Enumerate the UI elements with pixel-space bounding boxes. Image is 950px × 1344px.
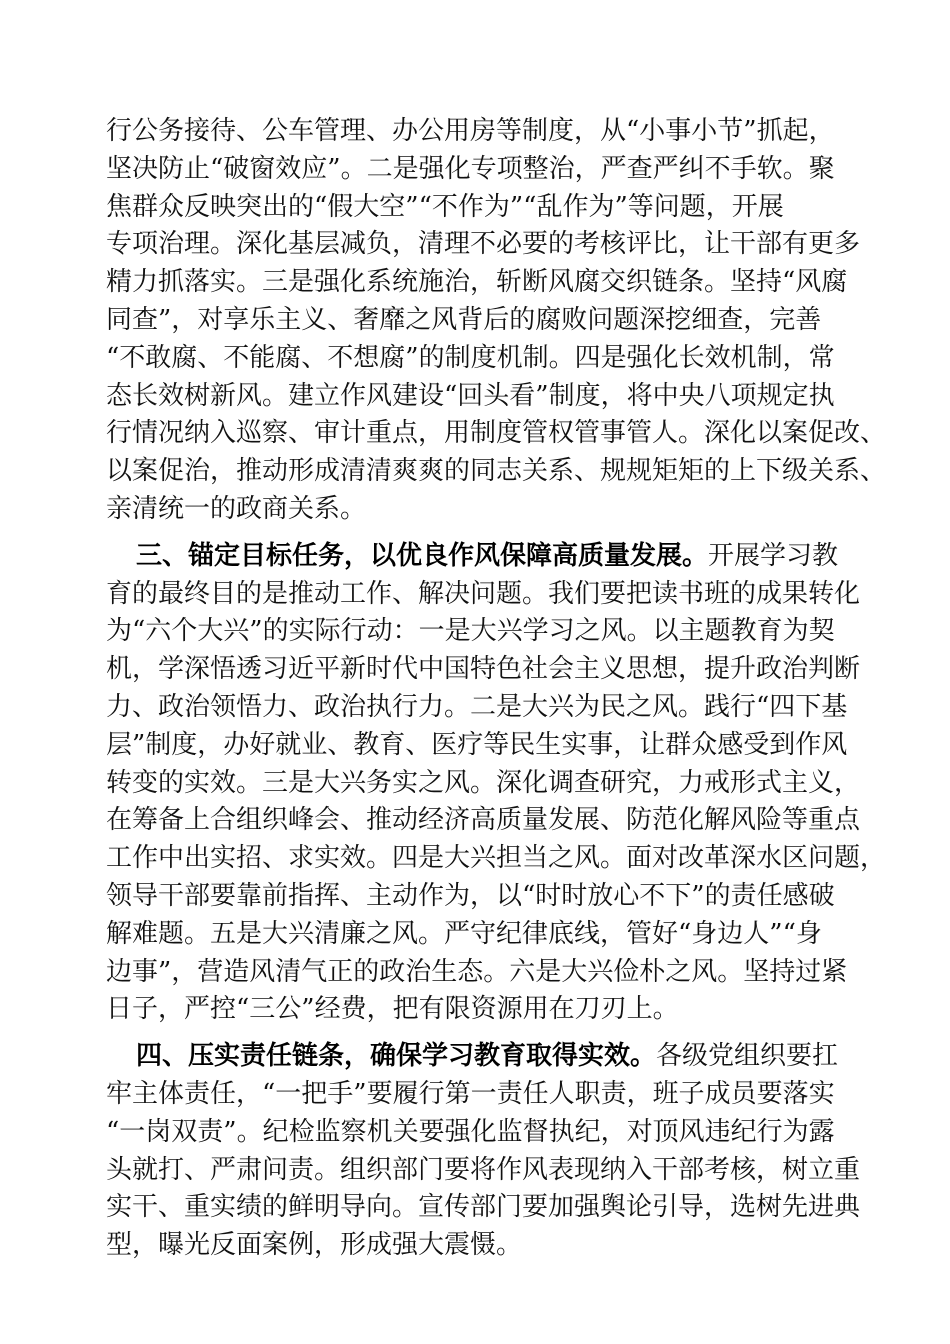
text-line: 牢主体责任，“一把手”要履行第一责任人职责，班子成员要落实	[106, 1078, 835, 1109]
text-line: 焦群众反映突出的“假大空”“不作为”“乱作为”等问题，开展	[106, 191, 784, 222]
text-line: 工作中出实招、求实效。四是大兴担当之风。面对改革深水区问题，	[106, 843, 887, 874]
text-line: 边事”，营造风清气正的政治生态。六是大兴俭朴之风。坚持过紧	[106, 956, 848, 987]
text-line: 型，曝光反面案例，形成强大震慑。	[106, 1230, 523, 1261]
text-line: 层”制度，办好就业、教育、医疗等民生实事，让群众感受到作风	[106, 729, 848, 760]
text-line: 在筹备上合组织峰会、推动经济高质量发展、防范化解风险等重点	[106, 805, 861, 836]
document-body	[106, 113, 887, 1265]
text-line: 亲清统一的政商关系。	[106, 493, 367, 524]
paragraph-section-2-continued	[106, 113, 887, 529]
text-line: 态长效树新风。建立作风建设“回头看”制度，将中央八项规定执	[106, 380, 835, 411]
text-line: 实干、重实绩的鲜明导向。宣传部门要加强舆论引导，选树先进典	[106, 1192, 861, 1223]
text-line: 同查”，对享乐主义、奢靡之风背后的腐败问题深挖细查，完善	[106, 304, 822, 335]
text-line: 为“六个大兴”的实际行动：一是大兴学习之风。以主题教育为契	[106, 616, 835, 647]
text-line: “一岗双责”。纪检监察机关要强化监督执纪，对顶风违纪行为露	[106, 1116, 835, 1147]
text-line: 日子，严控“三公”经费，把有限资源用在刀刃上。	[106, 994, 679, 1025]
text-line: 以案促治，推动形成清清爽爽的同志关系、规规矩矩的上下级关系、	[106, 456, 887, 487]
text-line: 转变的实效。三是大兴务实之风。深化调查研究，力戒形式主义，	[106, 767, 861, 798]
section-3-lead-text: 开展学习教	[708, 540, 839, 571]
section-3-first-line	[106, 538, 856, 576]
paragraph-section-3	[106, 538, 887, 1029]
text-line: 专项治理。深化基层减负，清理不必要的考核评比，让干部有更多	[106, 229, 861, 260]
text-line: 力、政治领悟力、政治执行力。二是大兴为民之风。践行“四下基	[106, 691, 848, 722]
section-4-first-line	[106, 1038, 856, 1076]
text-line: 育的最终目的是推动工作、解决问题。我们要把读书班的成果转化	[106, 578, 861, 609]
text-line: 解难题。五是大兴清廉之风。严守纪律底线，管好“身边人”“身	[106, 918, 822, 949]
text-line: “不敢腐、不能腐、不想腐”的制度机制。四是强化长效机制，常	[106, 342, 835, 373]
section-4-lead-text: 各级党组织要扛	[656, 1041, 839, 1072]
text-line: 坚决防止“破窗效应”。二是强化专项整治，严查严纠不手软。聚	[106, 153, 835, 184]
text-line: 机，学深悟透习近平新时代中国特色社会主义思想，提升政治判断	[106, 654, 861, 685]
text-line: 头就打、严肃问责。组织部门要将作风表现纳入干部考核，树立重	[106, 1154, 861, 1185]
text-line: 领导干部要靠前指挥、主动作为，以“时时放心不下”的责任感破	[106, 880, 835, 911]
text-line: 行情况纳入巡察、审计重点，用制度管权管事管人。深化以案促改、	[106, 418, 887, 449]
section-3-heading: 三、锚定目标任务，以优良作风保障高质量发展。	[136, 540, 709, 571]
section-4-heading: 四、压实责任链条，确保学习教育取得实效。	[136, 1041, 657, 1072]
text-line: 行公务接待、公车管理、办公用房等制度，从“小事小节”抓起，	[106, 116, 835, 146]
text-line: 精力抓落实。三是强化系统施治，斩断风腐交织链条。坚持“风腐	[106, 267, 848, 298]
paragraph-section-4	[106, 1038, 861, 1265]
